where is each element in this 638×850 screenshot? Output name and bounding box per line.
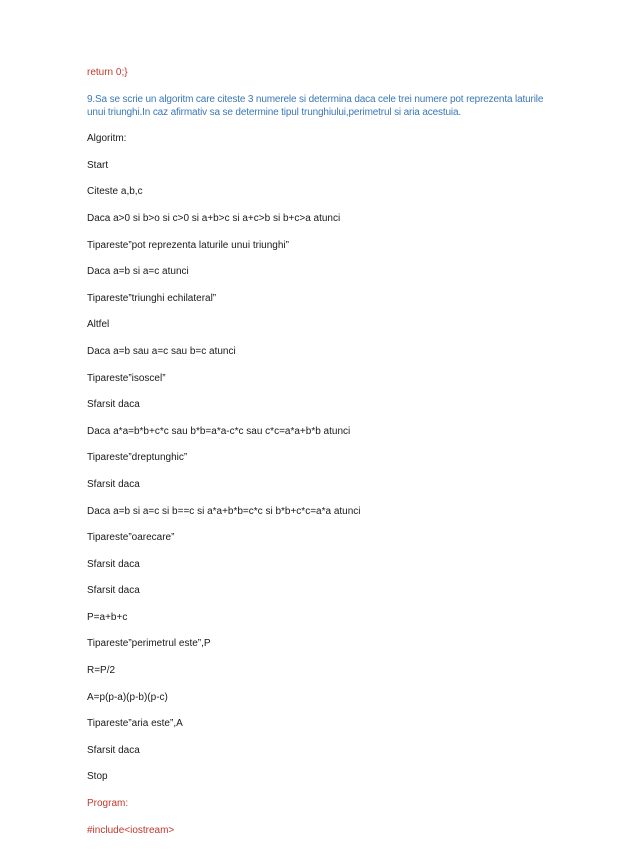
algorithm-line: R=P/2 bbox=[87, 665, 116, 677]
algorithm-line: Sfarsit daca bbox=[87, 558, 140, 570]
algorithm-line: Sfarsit daca bbox=[87, 585, 140, 597]
algorithm-line: Stop bbox=[87, 771, 108, 783]
algorithm-line: Tipareste”dreptunghic” bbox=[87, 452, 188, 464]
algorithm-line: Sfarsit daca bbox=[87, 478, 140, 490]
algorithm-line: Tipareste”aria este”,A bbox=[87, 718, 183, 730]
algorithm-line: Tipareste”triunghi echilateral” bbox=[87, 292, 217, 304]
document-content bbox=[87, 66, 557, 850]
algorithm-line: Sfarsit daca bbox=[87, 744, 140, 756]
algorithm-line: Daca a=b sau a=c sau b=c atunci bbox=[87, 345, 236, 357]
algorithm-heading: Algoritm: bbox=[87, 133, 127, 145]
code-return-line: return 0;} bbox=[87, 67, 128, 78]
algorithm-line: Sfarsit daca bbox=[87, 399, 140, 411]
algorithm-line: Daca a*a=b*b+c*c sau b*b=a*a-c*c sau c*c=a*a+b*b atunci bbox=[87, 425, 351, 437]
algorithm-line: Citeste a,b,c bbox=[87, 186, 143, 198]
problem-statement: 9.Sa se scrie un algoritm care citeste 3 numerele si determina daca cele trei numere pot reprezenta laturile unui triunghi.In caz afirmativ sa se determine tipul trunghiului,perimetrul si aria acestuia. bbox=[87, 93, 544, 118]
algorithm-line: A=p(p-a)(p-b)(p-c) bbox=[87, 691, 168, 703]
code-include-line: #include<iostream> bbox=[87, 824, 175, 836]
algorithm-line: Start bbox=[87, 159, 109, 171]
algorithm-line: P=a+b+c bbox=[87, 611, 128, 623]
program-heading: Program: bbox=[87, 798, 129, 810]
algorithm-line: Tipareste”isoscel” bbox=[87, 372, 166, 384]
algorithm-line: Tipareste”perimetrul este”,P bbox=[87, 638, 211, 650]
algorithm-line: Altfel bbox=[87, 319, 110, 331]
algorithm-line: Tipareste”oarecare” bbox=[87, 532, 175, 544]
algorithm-line: Daca a>0 si b>o si c>0 si a+b>c si a+c>b si b+c>a atunci bbox=[87, 212, 341, 224]
algorithm-line: Daca a=b si a=c atunci bbox=[87, 266, 189, 278]
algorithm-line: Tipareste”pot reprezenta laturile unui triunghi” bbox=[87, 239, 289, 251]
algorithm-line: Daca a=b si a=c si b==c si a*a+b*b=c*c si b*b+c*c=a*a atunci bbox=[87, 505, 361, 517]
